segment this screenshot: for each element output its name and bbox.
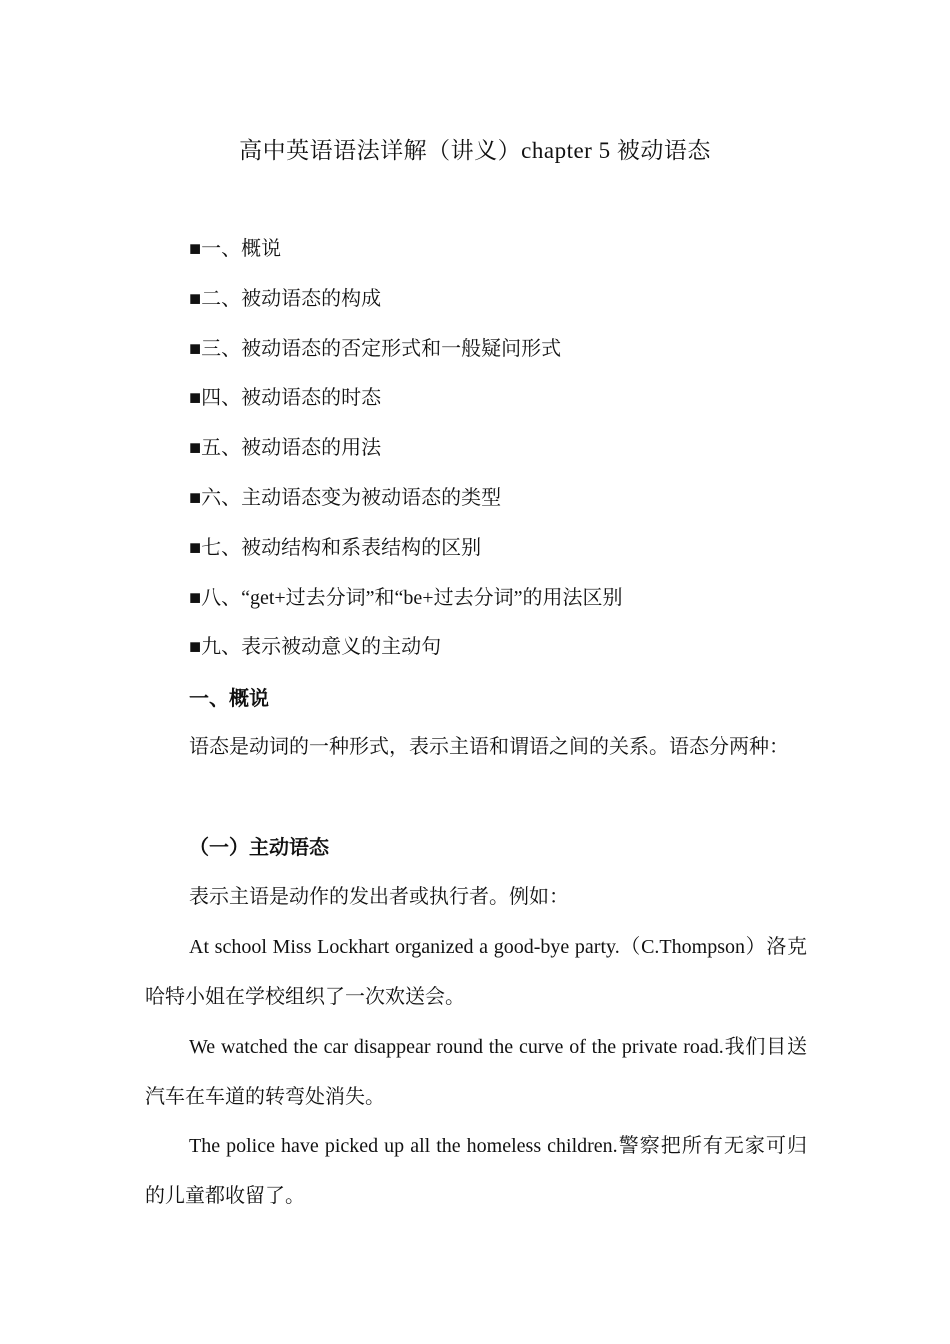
- toc-item: ■七、被动结构和系表结构的区别: [189, 536, 482, 559]
- subsection-heading-text: （一）主动语态: [189, 837, 329, 859]
- example-sentence: [145, 922, 807, 1022]
- toc-item: ■三、被动语态的否定形式和一般疑问形式: [189, 337, 562, 360]
- document-title: 高中英语语法详解（讲义）chapter 5 被动语态: [239, 138, 711, 163]
- section-heading-text: 一、概说: [189, 688, 269, 710]
- toc-item: ■二、被动语态的构成: [189, 287, 382, 310]
- intro-paragraph: [145, 722, 807, 772]
- toc-item: ■四、被动语态的时态: [189, 387, 382, 410]
- example-text: At school Miss Lockhart organized a good-bye party.（C.Thompson）洛克哈特小姐在学校组织了一次欢送会。: [145, 936, 807, 1008]
- subsection-heading: [145, 831, 807, 865]
- paragraph-text: 表示主语是动作的发出者或执行者。例如：: [189, 886, 569, 908]
- example-text: We watched the car disappear round the curve of the private road.我们目送汽车在车道的转弯处消失。: [145, 1036, 807, 1108]
- example-sentence: [145, 1022, 807, 1122]
- paragraph-text: 语态是动词的一种形式，表示主语和谓语之间的关系。语态分两种：: [189, 736, 789, 758]
- section-heading: [145, 682, 807, 716]
- example-text: The police have picked up all the homeless children.警察把所有无家可归的儿童都收留了。: [145, 1135, 807, 1207]
- toc-item: ■五、被动语态的用法: [189, 437, 382, 460]
- toc-item: ■一、概说: [189, 238, 282, 260]
- toc-item: ■八、“get+过去分词”和“be+过去分词”的用法区别: [189, 586, 623, 609]
- table-of-contents: [189, 232, 809, 680]
- toc-item: ■六、主动语态变为被动语态的类型: [189, 486, 502, 509]
- toc-item: ■九、表示被动意义的主动句: [189, 636, 442, 659]
- example-sentence: [145, 1121, 807, 1221]
- subsection-intro: [145, 872, 807, 922]
